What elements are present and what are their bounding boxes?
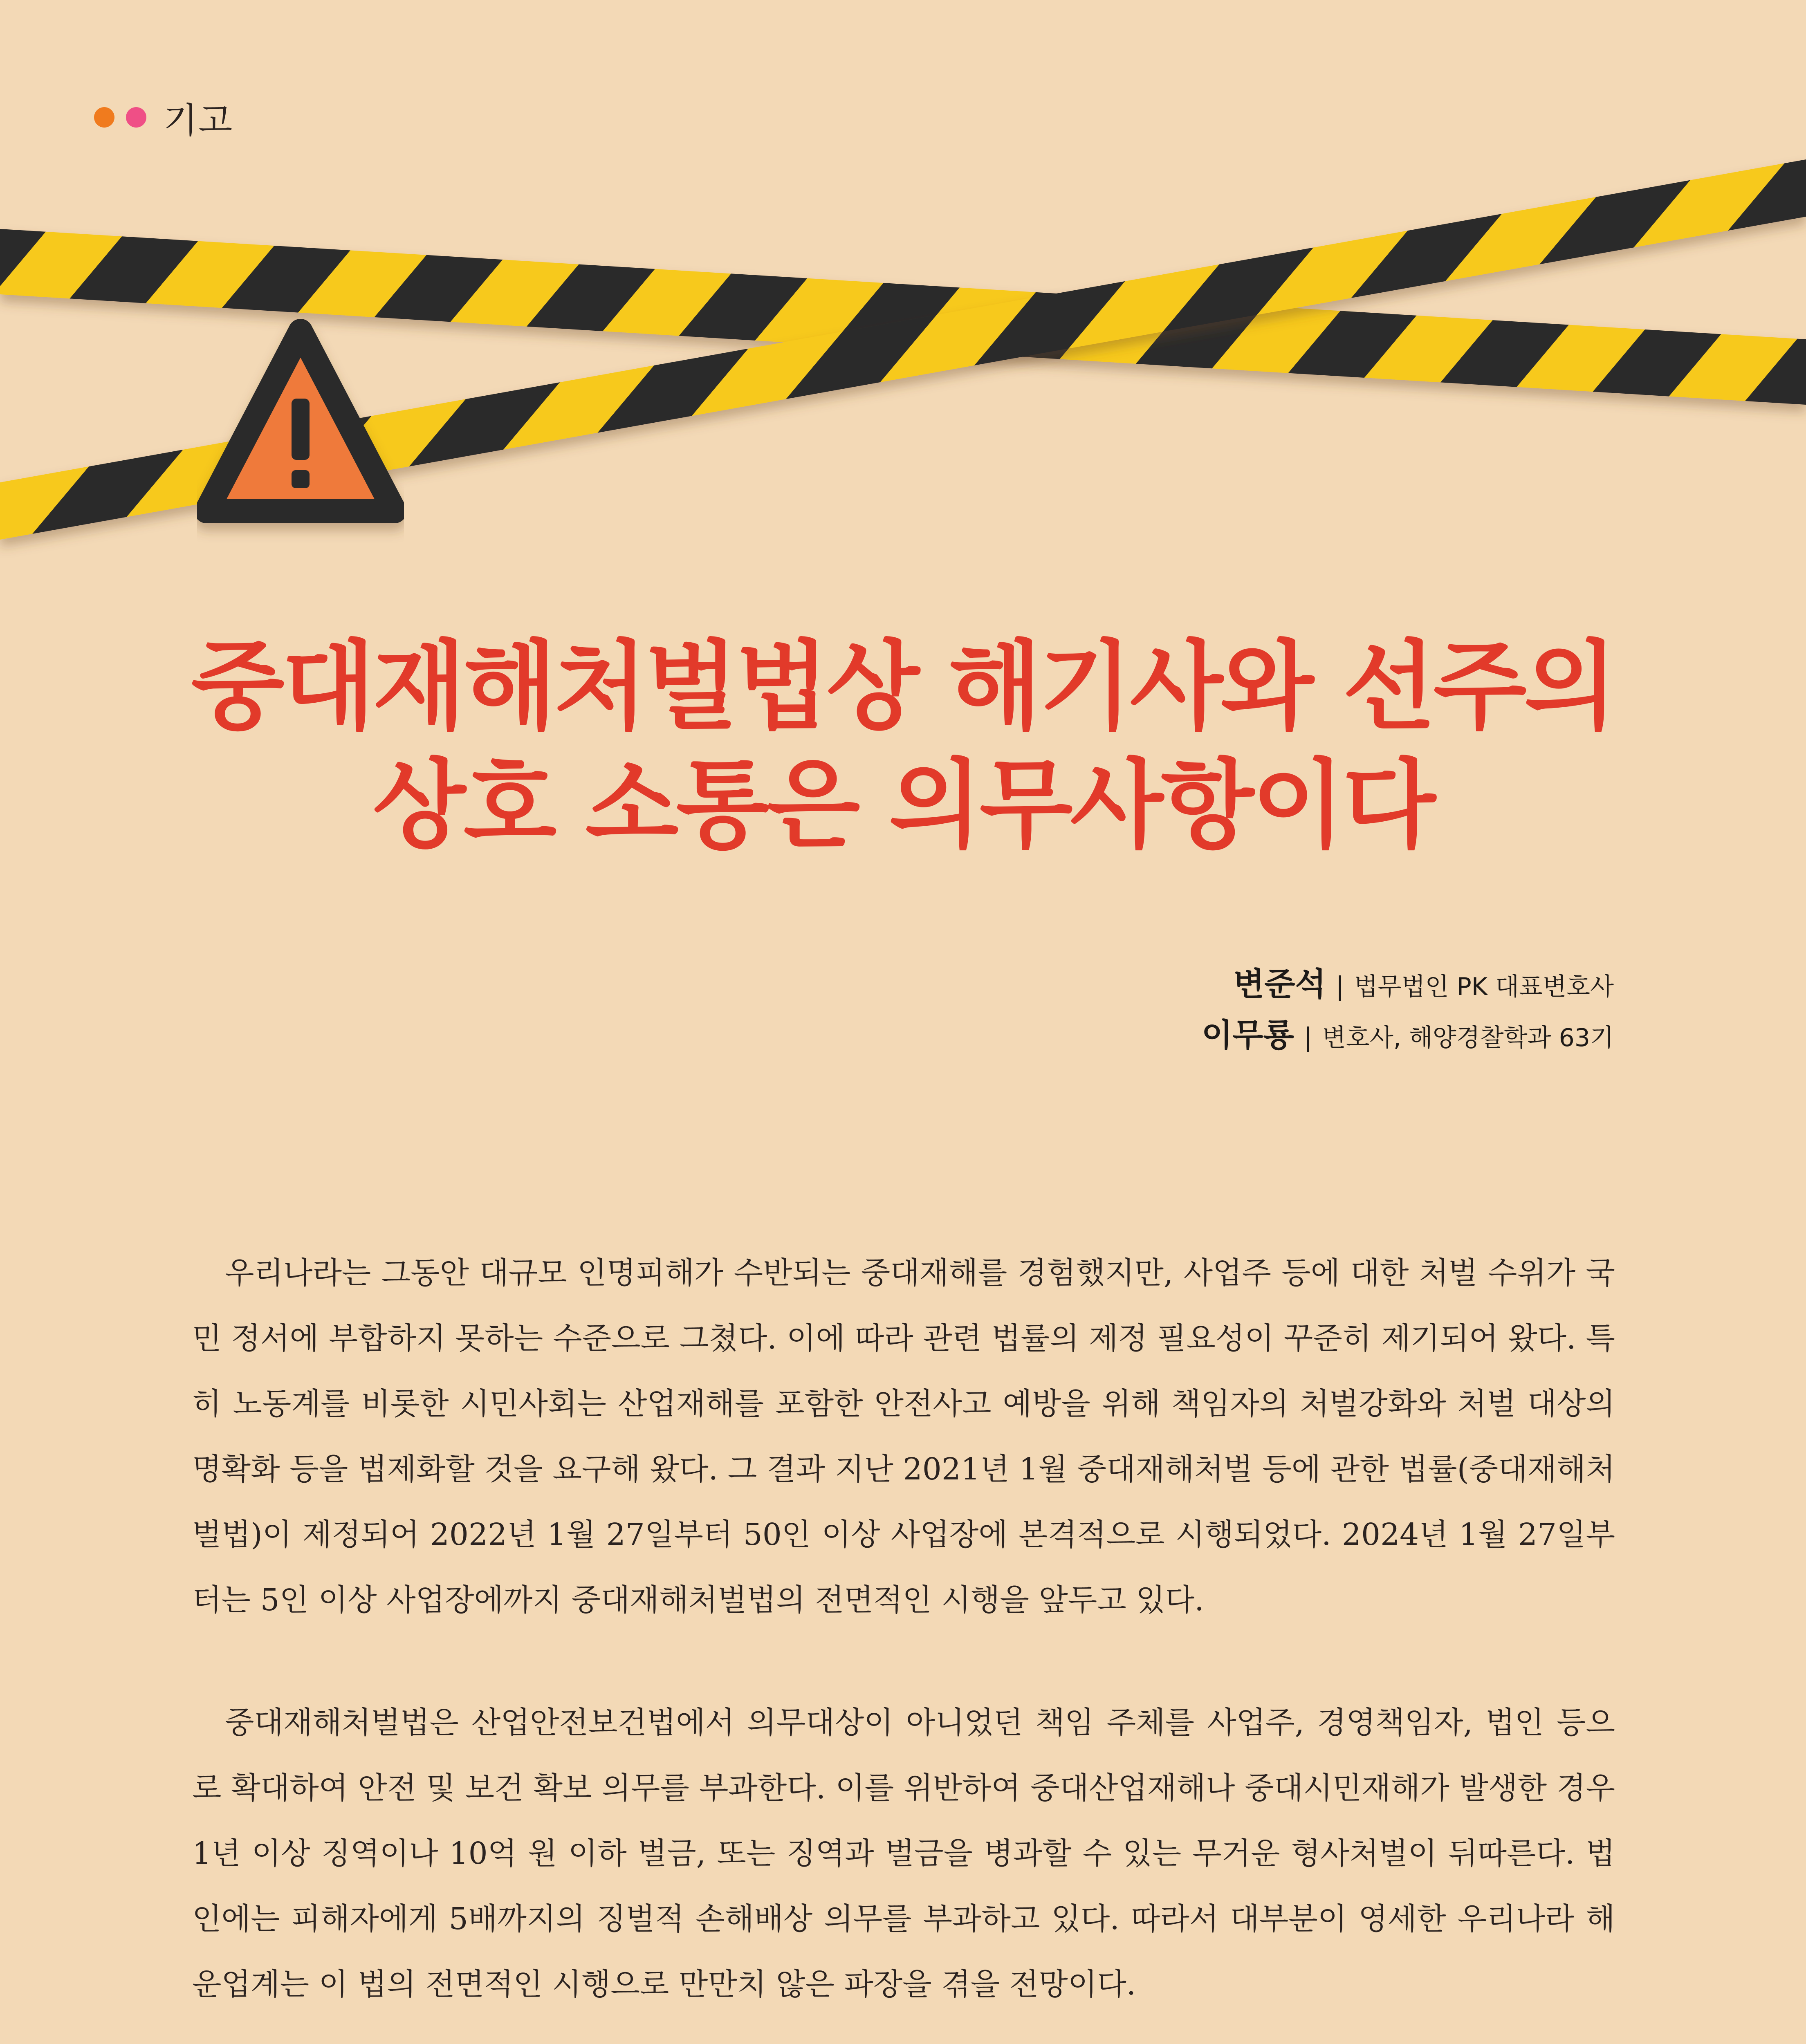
author-byline (1202, 1010, 1614, 1056)
caution-tape-illustration (0, 0, 1806, 613)
author-role: 변호사, 해양경찰학과 63기 (1322, 1024, 1614, 1052)
article-title-line-2: 상호 소통은 의무사항이다 (372, 749, 1434, 861)
body-paragraph: 우리나라는 그동안 대규모 인명피해가 수반되는 중대재해를 경험했지만, 사업주 등에 대한 처벌 수위가 국민 정서에 부합하지 못하는 수준으로 그쳤다. 이에 따라 관련 법률의 제정 필요성이 꾸준히 제기되어 왔다. 특히 노동계를 비롯한 시민사회는 산업재해를 포함한 안전사고 예방을 위해 책임자의 처벌강화와 처벌 대상의 명확화 등을 법제화할 것을 요구해 왔다. 그 결과 지난 2021년 1월 중대재해처벌 등에 관한 법률(중대재해처벌법)이 제정되어 2022년 1월 27일부터 50인 이상 사업장에 본격적으로 시행되었다. 2024년 1월 27일부터는 5인 이상 사업장에까지 중대재해처벌법의 전면적인 시행을 앞두고 있다. (192, 1255, 1615, 1618)
author-separator: | (1335, 971, 1344, 1001)
author-byline (1234, 959, 1614, 1004)
author-role: 법무법인 PK 대표변호사 (1354, 973, 1614, 1001)
body-paragraph: 중대재해처벌법은 산업안전보건법에서 의무대상이 아니었던 책임 주체를 사업주, 경영책임자, 법인 등으로 확대하여 안전 및 보건 확보 의무를 부과한다. 이를 위반하여 중대산업재해나 중대시민재해가 발생한 경우 1년 이상 징역이나 10억 원 이하 벌금, 또는 징역과 벌금을 병과할 수 있는 무거운 형사처벌이 뒤따른다. 법인에는 피해자에게 5배까지의 징벌적 손해배상 의무를 부과하고 있다. 따라서 대부분이 영세한 우리나라 해운업계는 이 법의 전면적인 시행으로 만만치 않은 파장을 겪을 전망이다. (192, 1705, 1615, 2002)
author-separator: | (1303, 1022, 1312, 1052)
author-name: 변준석 (1233, 966, 1326, 1003)
section-label: 기고 (164, 100, 233, 141)
article-title-line-1: 중대재해처벌법상 해기사와 선주의 (191, 630, 1615, 743)
author-name: 이무룡 (1201, 1017, 1294, 1054)
